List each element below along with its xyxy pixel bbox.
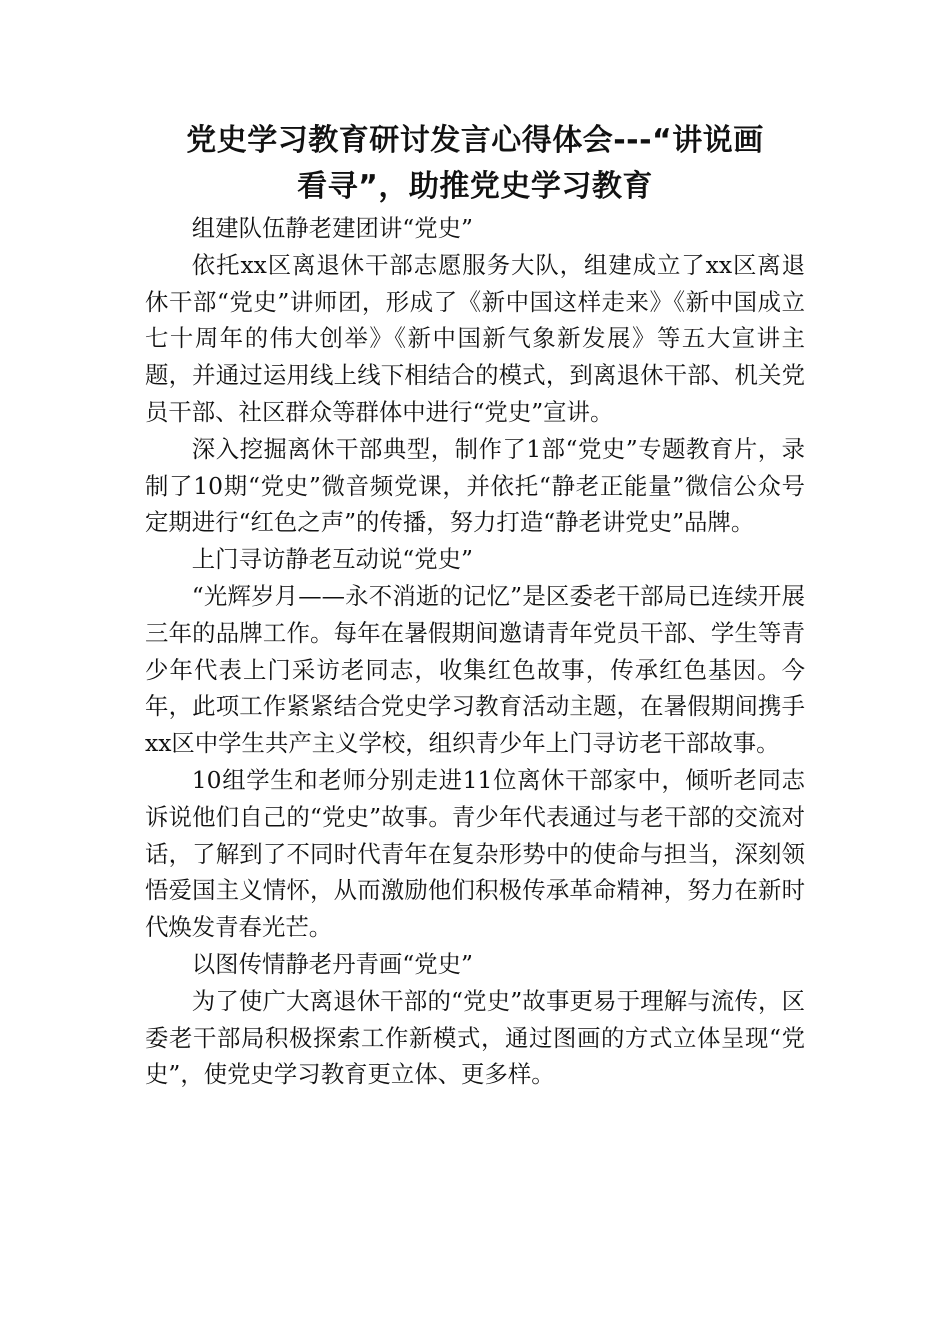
title-line-1: 党史学习教育研讨发言心得体会---“讲说画 [186, 123, 764, 158]
paragraph: 依托xx区离退休干部志愿服务大队，组建成立了xx区离退休干部“党史”讲师团，形成了《新中国这样走来》《新中国成立七十周年的伟大创举》《新中国新气象新发展》等五大宣讲主题，并通过运用线上线下相结合的模式，到离退休干部、机关党员干部、社区群众等群体中进行“党史”宣讲。 [145, 250, 805, 426]
title-line-2: 看寻”，助推党史学习教育 [297, 169, 653, 204]
document-body [145, 118, 805, 1093]
paragraph: “光辉岁月——永不消逝的记忆”是区委老干部局已连续开展三年的品牌工作。每年在暑假期间邀请青年党员干部、学生等青少年代表上门采访老同志，收集红色故事，传承红色基因。今年，此项工作紧紧结合党史学习教育活动主题，在暑假期间携手xx区中学生共产主义学校，组织青少年上门寻访老干部故事。 [145, 581, 805, 758]
section-heading-3: 以图传情静老丹青画“党史” [191, 949, 474, 978]
paragraph: 深入挖掘离休干部典型，制作了1部“党史”专题教育片，录制了10期“党史”微音频党课，并依托“静老正能量”微信公众号定期进行“红色之声”的传播，努力打造“静老讲党史”品牌。 [145, 434, 805, 537]
paragraph: 为了使广大离退休干部的“党史”故事更易于理解与流传，区委老干部局积极探索工作新模式，通过图画的方式立体呈现“党史”，使党史学习教育更立体、更多样。 [145, 986, 805, 1089]
section-heading-2: 上门寻访静老互动说“党史” [191, 545, 474, 574]
paragraph: 10组学生和老师分别走进11位离休干部家中，倾听老同志诉说他们自己的“党史”故事。青少年代表通过与老干部的交流对话，了解到了不同时代青年在复杂形势中的使命与担当，深刻领悟爱国主义情怀，从而激励他们积极传承革命精神，努力在新时代焕发青春光芒。 [145, 765, 805, 942]
section-heading-1: 组建队伍静老建团讲“党史” [191, 214, 474, 242]
document-title [139, 118, 811, 210]
